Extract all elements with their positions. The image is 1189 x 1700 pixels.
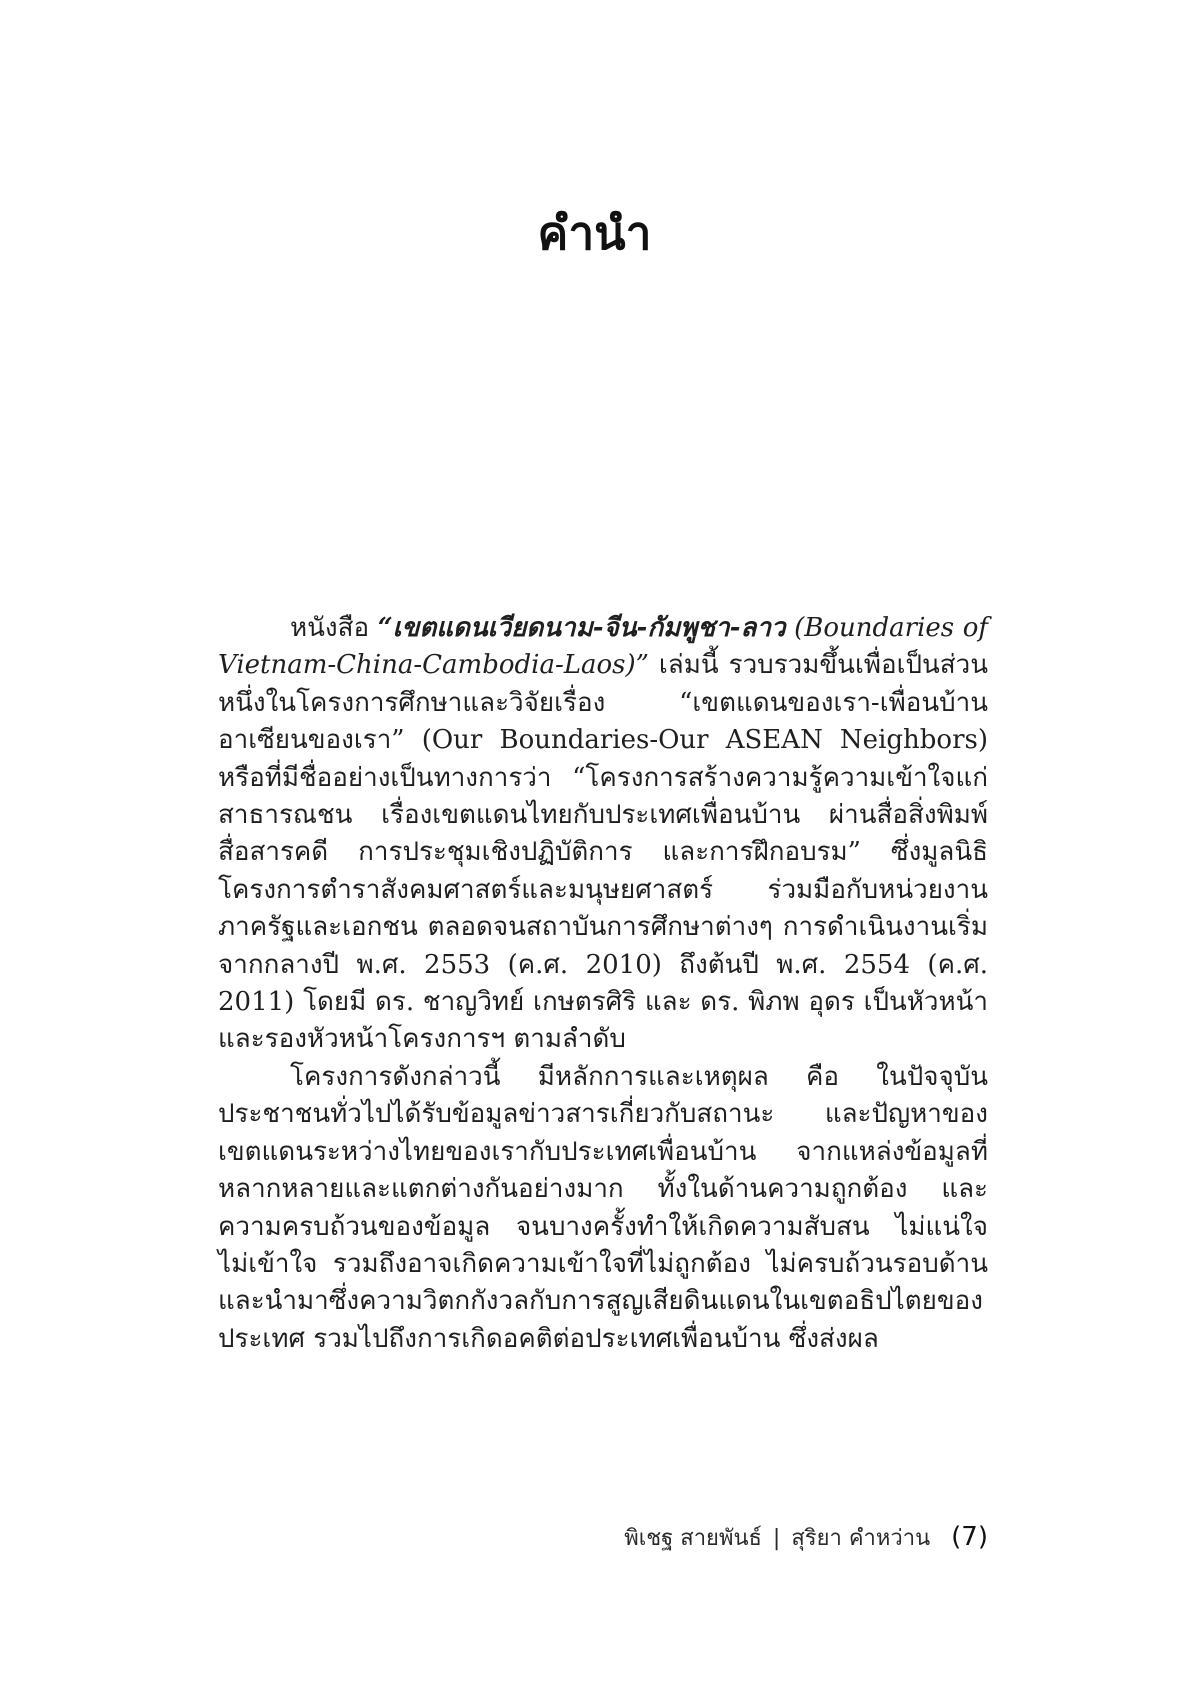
paragraph-1: [218, 610, 988, 1059]
paragraph-1-lead: หนังสือ: [290, 613, 378, 643]
book-title-thai: “เขตแดนเวียดนาม-จีน-กัมพูชา-ลาว: [377, 613, 786, 643]
book-title-english: (Boundaries of Vietnam-China-Cambodia-Laos)”: [218, 613, 988, 681]
page-title: คำนำ: [537, 205, 652, 260]
page-footer: [624, 1521, 988, 1555]
page-number: (7): [951, 1522, 988, 1552]
paragraph-2: โครงการดังกล่าวนี้ มีหลักการและเหตุผล คือ ในปัจจุบันประชาชนทั่วไปได้รับข้อมูลข่าวสารเกี่ยวกับสถานะ และปัญหาของเขตแดนระหว่างไทยของเรากับประเทศเพื่อนบ้าน จากแหล่งข้อมูลที่หลากหลายและแตกต่างกันอย่างมาก ทั้งในด้านความถูกต้อง และความครบถ้วนของข้อมูล จนบางครั้งทำให้เกิดความสับสน ไม่แน่ใจ ไม่เข้าใจ รวมถึงอาจเกิดความเข้าใจที่ไม่ถูกต้อง ไม่ครบถ้วนรอบด้าน และนำมาซึ่งความวิตกกังวลกับการสูญเสียดินแดนในเขตอธิปไตยของประเทศ รวมไปถึงการเกิดอคติต่อประเทศเพื่อนบ้าน ซึ่งส่งผล: [218, 1061, 988, 1354]
body-text: [218, 610, 988, 1358]
footer-author-2: สุริยา คำหว่าน: [791, 1526, 931, 1551]
footer-separator: |: [772, 1526, 781, 1551]
paragraph-1-rest: เล่มนี้ รวบรวมขึ้นเพื่อเป็นส่วนหนึ่งในโครงการศึกษาและวิจัยเรื่อง “เขตแดนของเรา-เพื่อนบ้านอาเซียนของเรา” (Our Boundaries-Our ASEAN Neighbors) หรือที่มีชื่ออย่างเป็นทางการว่า “โครงการสร้างความรู้ความเข้าใจแก่สาธารณชน เรื่องเขตแดนไทยกับประเทศเพื่อนบ้าน ผ่านสื่อสิ่งพิมพ์ สื่อสารคดี การประชุมเชิงปฏิบัติการ และการฝึกอบรม” ซึ่งมูลนิธิโครงการตำราสังคมศาสตร์และมนุษยศาสตร์ ร่วมมือกับหน่วยงานภาครัฐและเอกชน ตลอดจนสถาบันการศึกษาต่างๆ การดำเนินงานเริ่มจากกลางปี พ.ศ. 2553 (ค.ศ. 2010) ถึงต้นปี พ.ศ. 2554 (ค.ศ. 2011) โดยมี ดร. ชาญวิทย์ เกษตรศิริ และ ดร. พิภพ อุดร เป็นหัวหน้าและรองหัวหน้าโครงการฯ ตามลำดับ: [218, 650, 988, 1055]
footer-author-1: พิเชฐ สายพันธ์: [624, 1526, 762, 1551]
